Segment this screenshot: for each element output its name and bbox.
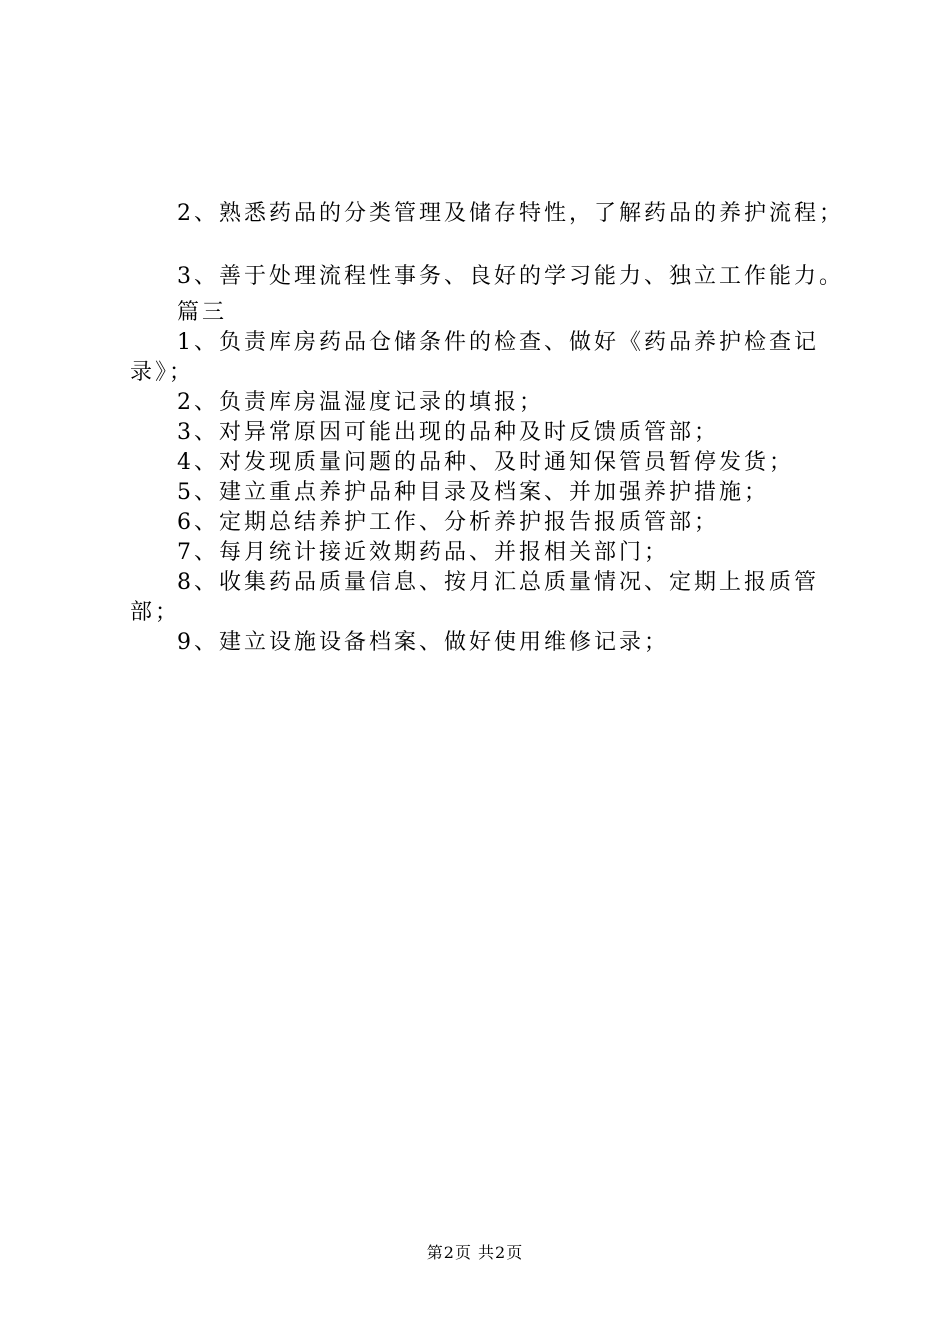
page-footer: 第2页 共2页 xyxy=(426,1243,524,1262)
duty-item: 8、收集药品质量信息、按月汇总质量情况、定期上报质管部； xyxy=(130,570,819,625)
requirement-item: 3、善于处理流程性事务、良好的学习能力、独立工作能力。 xyxy=(177,264,844,289)
section-three xyxy=(130,298,850,658)
duty-item: 4、对发现质量问题的品种、及时通知保管员暂停发货； xyxy=(177,450,794,475)
duty-item: 2、负责库房温湿度记录的填报； xyxy=(177,390,544,415)
duty-item: 3、对异常原因可能出现的品种及时反馈质管部； xyxy=(177,420,719,445)
duty-item: 6、定期总结养护工作、分析养护报告报质管部； xyxy=(177,510,719,535)
duty-list xyxy=(130,328,850,658)
duty-item: 5、建立重点养护品种目录及档案、并加强养护措施； xyxy=(177,480,769,505)
requirement-item: 2、熟悉药品的分类管理及储存特性，了解药品的养护流程； xyxy=(177,201,844,226)
duty-item: 1、负责库房药品仓储条件的检查、做好《药品养护检查记录》； xyxy=(130,330,819,385)
section-heading: 篇三 xyxy=(177,300,228,325)
duty-item: 7、每月统计接近效期药品、并报相关部门； xyxy=(177,540,669,565)
duty-item: 9、建立设施设备档案、做好使用维修记录； xyxy=(177,630,669,655)
